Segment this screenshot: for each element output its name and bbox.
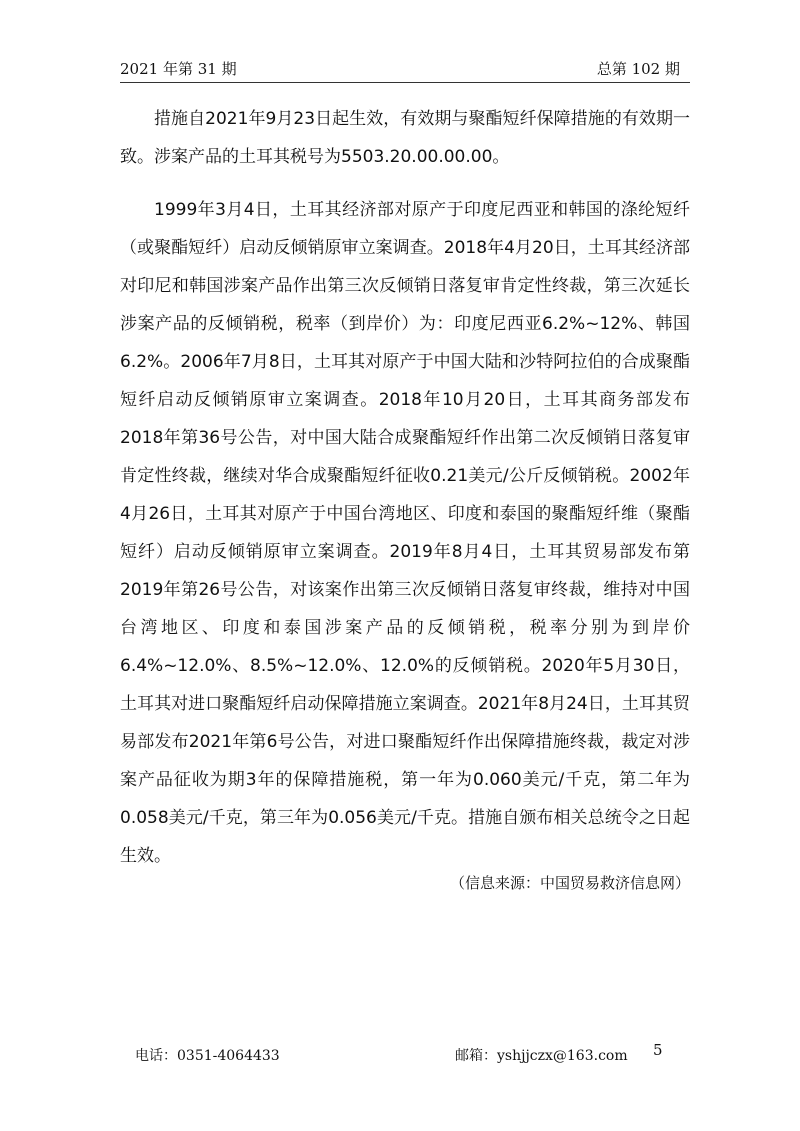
paragraph-2: 1999年3月4日，土耳其经济部对原产于印度尼西亚和韩国的涤纶短纤（或聚酯短纤）启动反倾销原审立案调查。2018年4月20日，土耳其经济部对印尼和韩国涉案产品作出第三次反倾销日落复审肯定性终裁，第三次延长涉案产品的反倾销税，税率（到岸价）为：印度尼西亚6.2%~12%、韩国6.2%。2006年7月8日，土耳其对原产于中国大陆和沙特阿拉伯的合成聚酯短纤启动反倾销原审立案调查。2018年10月20日，土耳其商务部发布2018年第36号公告，对中国大陆合成聚酯短纤作出第二次反倾销日落复审肯定性终裁，继续对华合成聚酯短纤征收0.21美元/公斤反倾销税。2002年4月26日，土耳其对原产于中国台湾地区、印度和泰国的聚酯短纤维（聚酯短纤）启动反倾销原审立案调查。2019年8月4日，土耳其贸易部发布第2019年第26号公告，对该案作出第三次反倾销日落复审终裁，维持对中国台湾地区、印度和泰国涉案产品的反倾销税，税率分别为到岸价6.4%~12.0%、8.5%~12.0%、12.0%的反倾销税。2020年5月30日，土耳其对进口聚酯短纤启动保障措施立案调查。2021年8月24日，土耳其贸易部发布2021年第6号公告，对进口聚酯短纤作出保障措施终裁，裁定对涉案产品征收为期3年的保障措施税，第一年为0.060美元/千克，第二年为0.058美元/千克，第三年为0.056美元/千克。措施自颁布相关总统令之日起生效。 [120,200,690,866]
contact-phone: 电话：0351-4064433 [135,1048,280,1064]
total-issue-number: 总第 102 期 [596,60,680,78]
page-number: 5 [653,1041,663,1059]
source-attribution: （信息来源：中国贸易救济信息网） [449,874,690,892]
page-footer [0,1043,800,1067]
issue-number: 2021 年第 31 期 [120,60,237,78]
page-header [120,56,690,83]
contact-email: 邮箱：yshjjczx@163.com [455,1048,628,1064]
paragraph-1: 措施自2021年9月23日起生效，有效期与聚酯短纤保障措施的有效期一致。涉案产品的土耳其税号为5503.20.00.00.00。 [120,109,690,167]
